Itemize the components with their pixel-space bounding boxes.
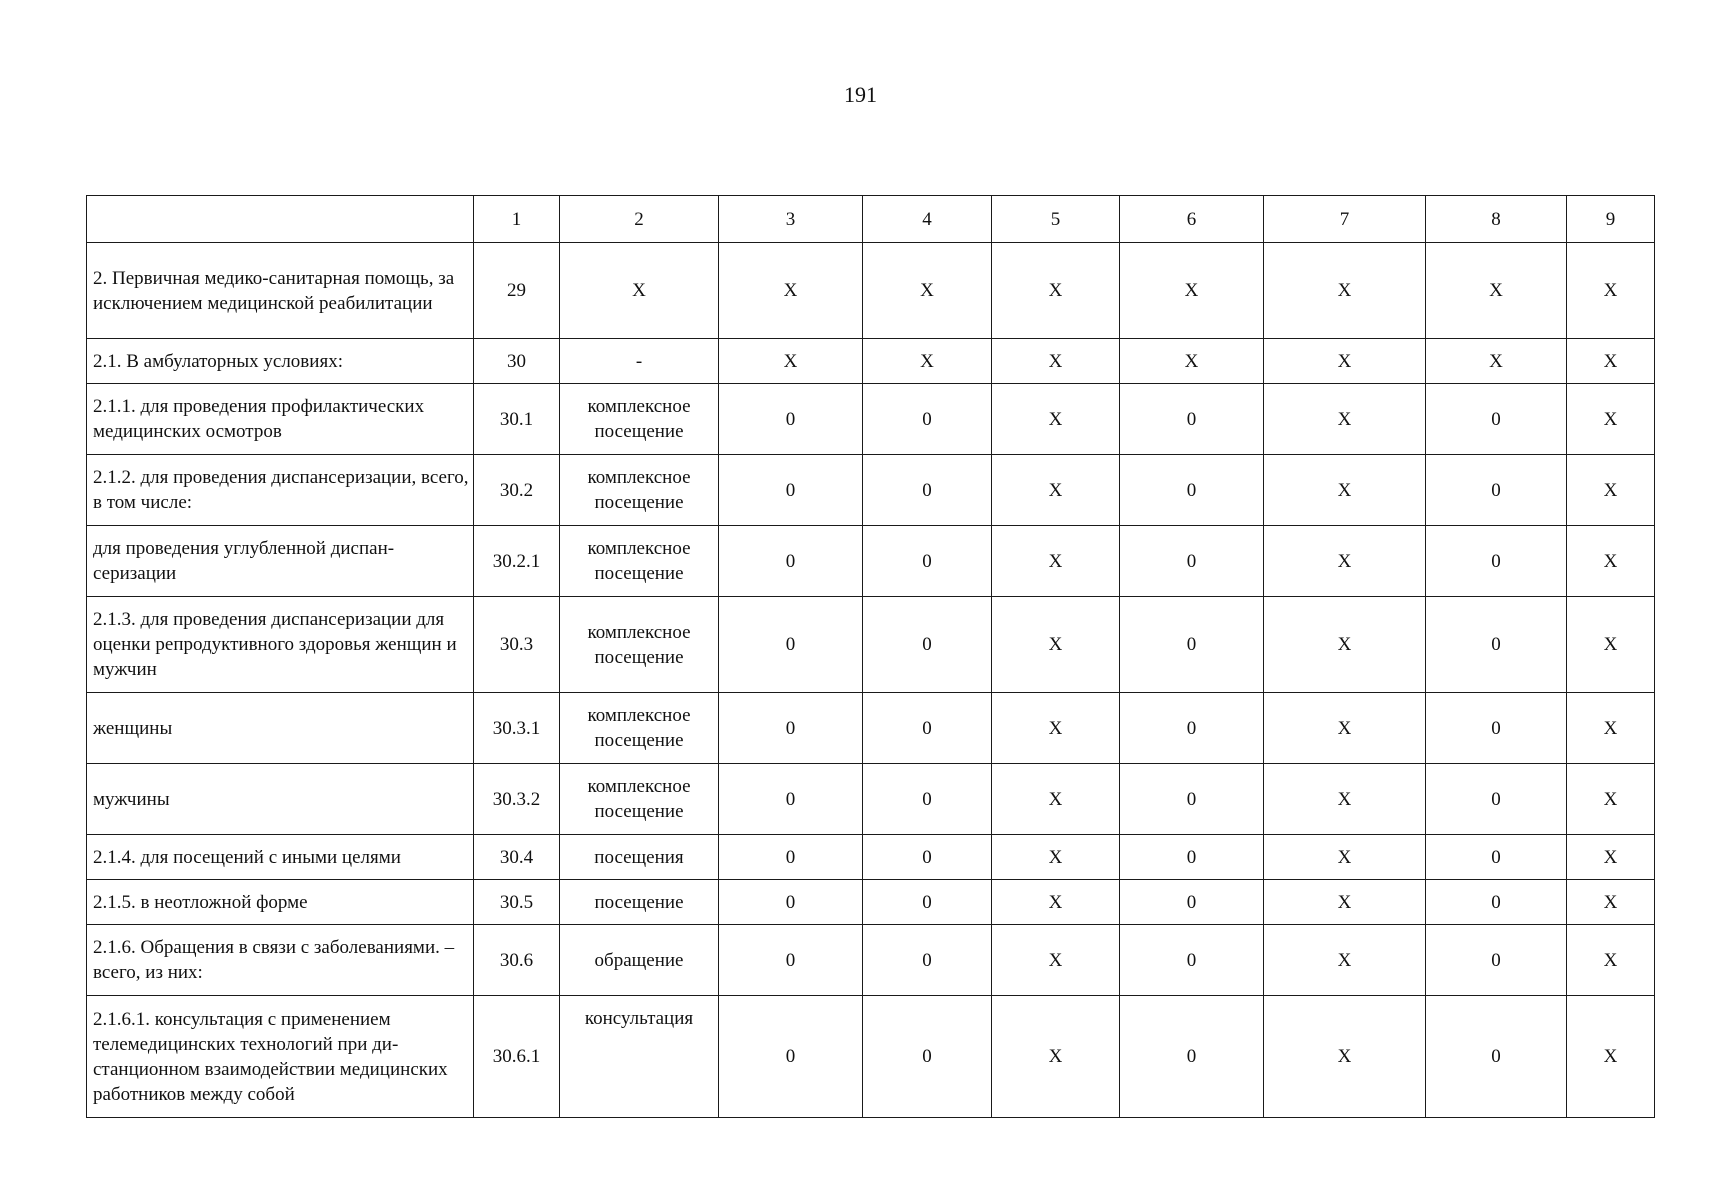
row-value-col-5: X <box>992 996 1120 1118</box>
row-value-col-4: X <box>863 339 992 384</box>
row-unit: комплексное посещение <box>560 455 719 526</box>
row-value-col-9: X <box>1567 526 1655 597</box>
row-name: 2.1. В амбулаторных условиях: <box>87 339 474 384</box>
row-value-col-8: 0 <box>1426 693 1567 764</box>
row-value-col-4: 0 <box>863 526 992 597</box>
row-value-col-7: X <box>1264 925 1426 996</box>
table-row <box>87 764 1655 835</box>
row-value-col-9: X <box>1567 339 1655 384</box>
row-value-col-5: X <box>992 243 1120 339</box>
row-unit: X <box>560 243 719 339</box>
row-value-col-7: X <box>1264 880 1426 925</box>
row-value-col-8: 0 <box>1426 925 1567 996</box>
row-code: 30 <box>474 339 560 384</box>
row-value-col-8: 0 <box>1426 597 1567 693</box>
row-value-col-3: 0 <box>719 455 863 526</box>
row-unit: консультация <box>560 996 719 1118</box>
row-value-col-3: 0 <box>719 996 863 1118</box>
row-value-col-8: 0 <box>1426 764 1567 835</box>
row-value-col-6: 0 <box>1120 597 1264 693</box>
row-value-col-5: X <box>992 835 1120 880</box>
table-row <box>87 925 1655 996</box>
row-value-col-3: X <box>719 243 863 339</box>
row-value-col-7: X <box>1264 835 1426 880</box>
row-value-col-5: X <box>992 693 1120 764</box>
row-value-col-6: X <box>1120 243 1264 339</box>
row-value-col-4: 0 <box>863 880 992 925</box>
row-value-col-6: 0 <box>1120 835 1264 880</box>
row-value-col-6: 0 <box>1120 384 1264 455</box>
header-cell-1: 1 <box>474 196 560 243</box>
row-name: 2.1.2. для проведения диспансеризации, всего, в том числе: <box>87 455 474 526</box>
row-code: 30.2 <box>474 455 560 526</box>
row-name: 2.1.6.1. консультация с применением телемедицинских технологий при дистанционном взаимодействии медицинских работников между собой <box>87 996 474 1118</box>
row-value-col-4: 0 <box>863 693 992 764</box>
row-value-col-3: 0 <box>719 925 863 996</box>
header-cell-4: 4 <box>863 196 992 243</box>
header-cell-8: 8 <box>1426 196 1567 243</box>
row-value-col-7: X <box>1264 526 1426 597</box>
header-cell-0 <box>87 196 474 243</box>
row-value-col-5: X <box>992 455 1120 526</box>
row-name: 2.1.5. в неотложной форме <box>87 880 474 925</box>
row-value-col-3: 0 <box>719 526 863 597</box>
row-value-col-5: X <box>992 597 1120 693</box>
table-row <box>87 996 1655 1118</box>
table-row <box>87 880 1655 925</box>
row-code: 30.1 <box>474 384 560 455</box>
row-value-col-3: 0 <box>719 597 863 693</box>
row-value-col-6: 0 <box>1120 526 1264 597</box>
row-value-col-3: 0 <box>719 693 863 764</box>
row-value-col-7: X <box>1264 996 1426 1118</box>
row-name: 2.1.4. для посещений с иными целями <box>87 835 474 880</box>
row-value-col-3: 0 <box>719 835 863 880</box>
header-cell-6: 6 <box>1120 196 1264 243</box>
row-value-col-7: X <box>1264 243 1426 339</box>
row-value-col-9: X <box>1567 925 1655 996</box>
row-value-col-6: 0 <box>1120 996 1264 1118</box>
row-value-col-8: 0 <box>1426 455 1567 526</box>
row-code: 30.2.1 <box>474 526 560 597</box>
table-row <box>87 339 1655 384</box>
header-cell-7: 7 <box>1264 196 1426 243</box>
row-value-col-7: X <box>1264 764 1426 835</box>
header-cell-3: 3 <box>719 196 863 243</box>
row-code: 30.6 <box>474 925 560 996</box>
table-row <box>87 384 1655 455</box>
row-code: 30.3 <box>474 597 560 693</box>
row-name: женщины <box>87 693 474 764</box>
row-value-col-9: X <box>1567 996 1655 1118</box>
row-value-col-6: 0 <box>1120 880 1264 925</box>
row-unit: - <box>560 339 719 384</box>
row-value-col-8: X <box>1426 243 1567 339</box>
row-unit: комплексное посещение <box>560 384 719 455</box>
row-value-col-5: X <box>992 925 1120 996</box>
row-code: 30.3.2 <box>474 764 560 835</box>
row-value-col-7: X <box>1264 384 1426 455</box>
row-value-col-8: 0 <box>1426 526 1567 597</box>
row-value-col-3: 0 <box>719 384 863 455</box>
row-value-col-3: 0 <box>719 880 863 925</box>
row-unit: комплексное посещение <box>560 597 719 693</box>
row-name: 2.1.1. для проведения профилактических медицинских осмотров <box>87 384 474 455</box>
row-value-col-8: X <box>1426 339 1567 384</box>
row-unit: комплексное посещение <box>560 764 719 835</box>
page-number: 191 <box>844 82 877 107</box>
row-value-col-4: 0 <box>863 835 992 880</box>
row-value-col-6: 0 <box>1120 925 1264 996</box>
row-unit: комплексное посещение <box>560 693 719 764</box>
header-cell-9: 9 <box>1567 196 1655 243</box>
row-value-col-8: 0 <box>1426 384 1567 455</box>
data-table <box>86 195 1655 1118</box>
table-row <box>87 526 1655 597</box>
row-name: 2.1.6. Обращения в связи с заболеваниями. – всего, из них: <box>87 925 474 996</box>
row-name: мужчины <box>87 764 474 835</box>
row-value-col-9: X <box>1567 764 1655 835</box>
row-unit: посещение <box>560 880 719 925</box>
row-value-col-9: X <box>1567 693 1655 764</box>
row-value-col-6: 0 <box>1120 455 1264 526</box>
row-value-col-4: 0 <box>863 925 992 996</box>
row-value-col-5: X <box>992 339 1120 384</box>
row-value-col-9: X <box>1567 384 1655 455</box>
row-value-col-3: 0 <box>719 764 863 835</box>
row-value-col-4: X <box>863 243 992 339</box>
row-value-col-7: X <box>1264 693 1426 764</box>
row-value-col-5: X <box>992 880 1120 925</box>
row-code: 30.4 <box>474 835 560 880</box>
row-name: 2. Первичная медико-санитарная помощь, за исключением медицинской реабилитации <box>87 243 474 339</box>
row-value-col-4: 0 <box>863 996 992 1118</box>
row-value-col-9: X <box>1567 455 1655 526</box>
row-value-col-9: X <box>1567 835 1655 880</box>
row-value-col-4: 0 <box>863 597 992 693</box>
row-value-col-9: X <box>1567 597 1655 693</box>
row-value-col-5: X <box>992 526 1120 597</box>
row-value-col-7: X <box>1264 455 1426 526</box>
row-name: 2.1.3. для проведения диспансеризации для оценки репродуктивного здоровья женщин и мужчин <box>87 597 474 693</box>
row-code: 30.6.1 <box>474 996 560 1118</box>
row-code: 30.5 <box>474 880 560 925</box>
table-row <box>87 455 1655 526</box>
header-cell-2: 2 <box>560 196 719 243</box>
row-value-col-4: 0 <box>863 455 992 526</box>
table-row <box>87 597 1655 693</box>
row-code: 30.3.1 <box>474 693 560 764</box>
header-cell-5: 5 <box>992 196 1120 243</box>
row-value-col-8: 0 <box>1426 835 1567 880</box>
row-value-col-4: 0 <box>863 764 992 835</box>
row-value-col-7: X <box>1264 597 1426 693</box>
row-value-col-5: X <box>992 764 1120 835</box>
row-value-col-8: 0 <box>1426 996 1567 1118</box>
row-value-col-4: 0 <box>863 384 992 455</box>
row-unit: обращение <box>560 925 719 996</box>
row-unit: комплексное посещение <box>560 526 719 597</box>
row-value-col-8: 0 <box>1426 880 1567 925</box>
row-value-col-9: X <box>1567 880 1655 925</box>
row-value-col-7: X <box>1264 339 1426 384</box>
row-value-col-9: X <box>1567 243 1655 339</box>
row-value-col-6: X <box>1120 339 1264 384</box>
row-value-col-3: X <box>719 339 863 384</box>
table-row <box>87 693 1655 764</box>
row-value-col-6: 0 <box>1120 764 1264 835</box>
table-row <box>87 835 1655 880</box>
row-value-col-5: X <box>992 384 1120 455</box>
row-name: для проведения углубленной диспансеризации <box>87 526 474 597</box>
table-row <box>87 243 1655 339</box>
row-code: 29 <box>474 243 560 339</box>
table-header-row <box>87 196 1655 243</box>
row-value-col-6: 0 <box>1120 693 1264 764</box>
row-unit: посещения <box>560 835 719 880</box>
